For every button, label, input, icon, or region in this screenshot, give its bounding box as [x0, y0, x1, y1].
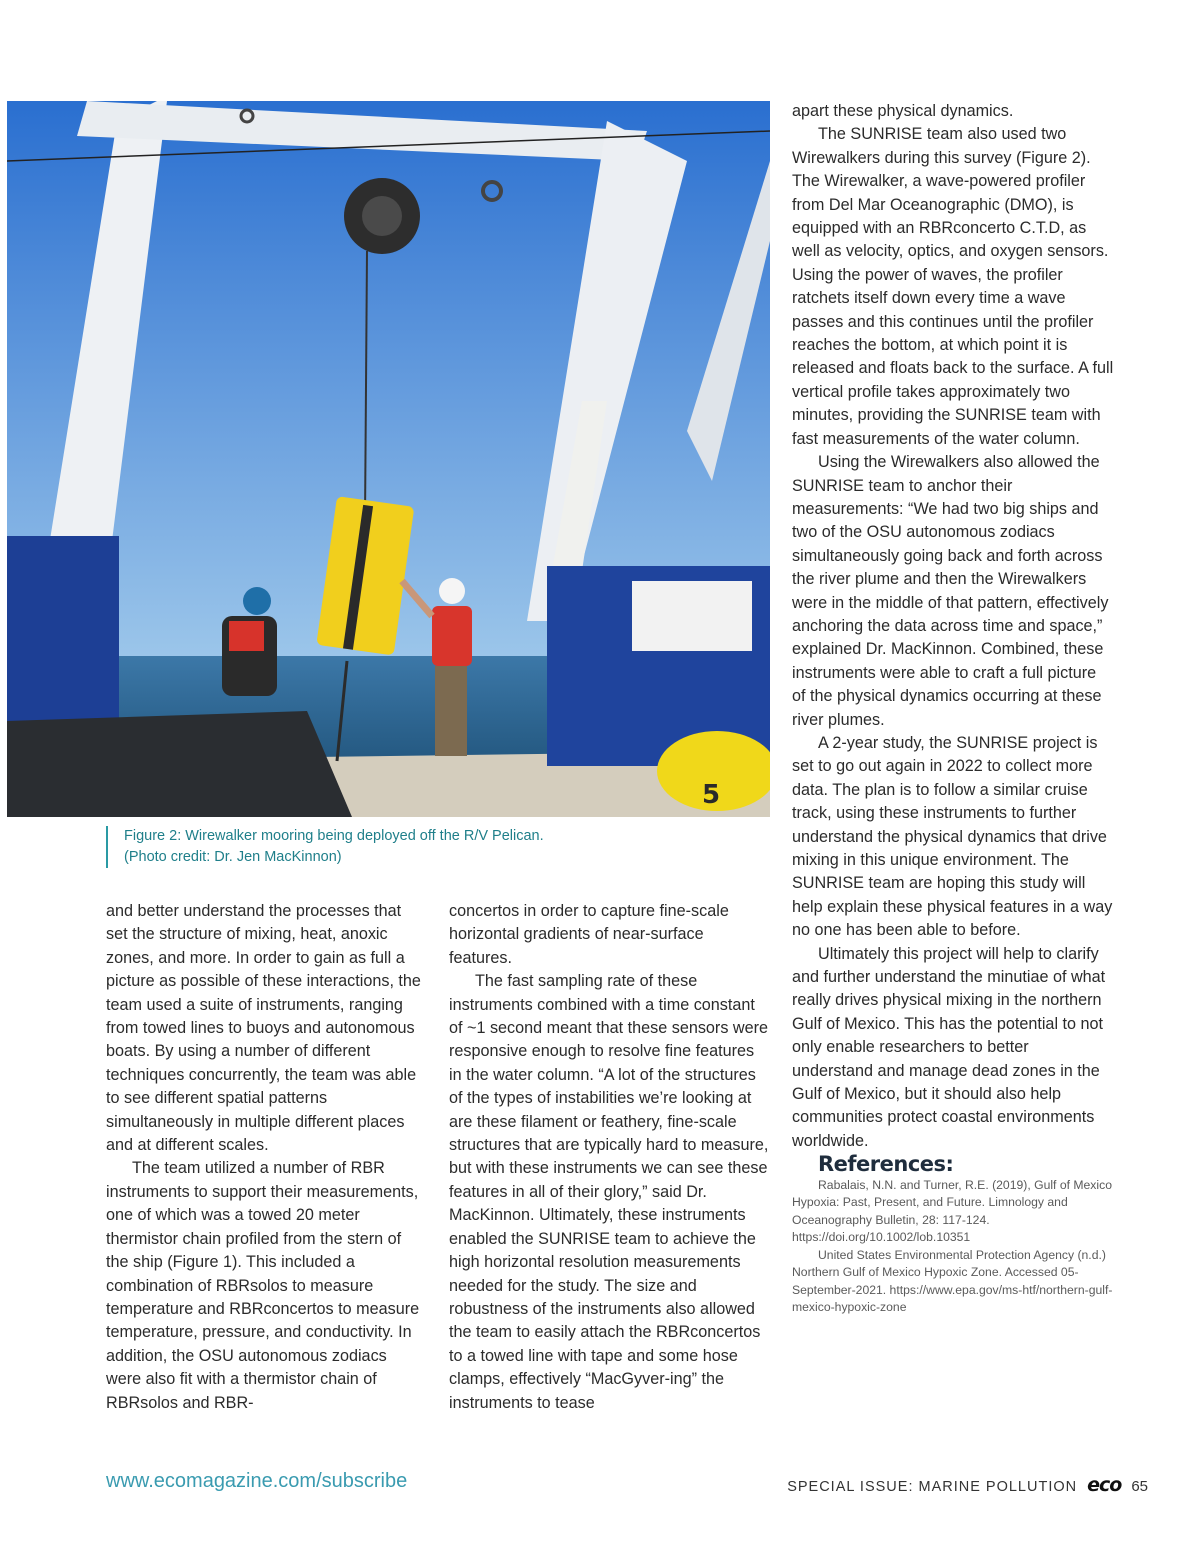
page-number: 65	[1131, 1478, 1148, 1495]
paragraph: A 2-year study, the SUNRISE project is set to go out again in 2022 to collect more data. The plan is to follow a similar cruise track, using these instruments to further understand the physical dynamics that drive mixing in this unique environment. The SUNRISE team are hoping this study will help explain these physical features in a way no one has been able to before.	[792, 733, 1113, 940]
paragraph: The team utilized a number of RBR instruments to support their measurements, one of which was a towed 20 meter thermistor chain profiled from the stern of the ship (Figure 1). This included a combination of RBRsolos to measure temperature and RBRconcertos to measure temperature, pressure, and conductivity. In addition, the OSU autonomous zodiacs were also fit with a thermistor chain of RBRsolos and RBR-	[106, 1159, 420, 1412]
paragraph: and better understand the processes that set the structure of mixing, heat, anoxic zones, and more. In order to gain as full a picture as possible of these interactions, the team used a suite of instruments, ranging from towed lines to buoys and autonomous boats. By using a number of different techniques concurrently, the team was able to see different spatial patterns simultaneously in multiple different places and at different scales.	[106, 902, 421, 1155]
figure-photo	[7, 101, 770, 817]
paragraph: apart these physical dynamics.	[792, 102, 1014, 120]
footer-issue-info	[787, 1474, 1148, 1496]
eco-logo: eco	[1087, 1474, 1122, 1496]
article-column-2	[449, 900, 771, 1415]
paragraph: concertos in order to capture fine-scale horizontal gradients of near-surface features.	[449, 902, 729, 967]
subscribe-link[interactable]: www.ecomagazine.com/subscribe	[106, 1470, 408, 1492]
crate	[7, 711, 352, 817]
reference-item: Rabalais, N.N. and Turner, R.E. (2019), Gulf of Mexico Hypoxia: Past, Present, and Future. Limnology and Oceanography Bulletin, 28: 117-124. https://doi.org/10.1002/lob.10351	[792, 1177, 1112, 1245]
article-column-1	[106, 900, 421, 1415]
paragraph: The fast sampling rate of these instruments combined with a time constant of ~1 second meant that these sensors were responsive enough to resolve fine features in the water column. “A lot of the structures of the types of instabilities we’re looking at are these filament or feathery, fine-scale structures that are typically hard to measure, but with these instruments we can see these features in all of their glory,” said Dr. MacKinnon. Ultimately, these instruments enabled the SUNRISE team to achieve the high horizontal resolution measurements needed for the study. The size and robustness of the instruments also allowed the team to easily attach the RBRconcertos to a towed line with tape and some hose clamps, effectively “MacGyver-ing” the instruments to tease	[449, 972, 769, 1412]
figure-caption: Figure 2: Wirewalker mooring being deployed off the R/V Pelican. (Photo credit: Dr. Jen MacKinnon)	[106, 826, 584, 868]
paragraph: The SUNRISE team also used two Wirewalkers during this survey (Figure 2). The Wirewalker, a wave-powered profiler from Del Mar Oceanographic (DMO), is equipped with an RBRconcerto C.T.D, as well as velocity, optics, and oxygen sensors. Using the power of waves, the profiler ratchets itself down every time a wave passes and this continues until the profiler reaches the bottom, at which point it is released and floats back to the surface. A full vertical profile takes approximately two minutes, providing the SUNRISE team with fast measurements of the water column.	[792, 125, 1114, 448]
article-column-3	[792, 100, 1114, 1317]
buoy-number: 5	[702, 780, 721, 810]
issue-title: SPECIAL ISSUE: MARINE POLLUTION	[787, 1479, 1078, 1495]
references-heading: References:	[818, 1152, 954, 1177]
paragraph: Using the Wirewalkers also allowed the SUNRISE team to anchor their measurements: “We had two big ships and two of the OSU autonomous zodiacs simultaneously going back and forth across the river plume and then the Wirewalkers were in the middle of that pattern, effectively anchoring the data across time and space,” explained Dr. MacKinnon. Combined, these instruments were able to craft a full picture of the physical dynamics occurring at these river plumes.	[792, 453, 1109, 729]
deck-scene-illustration	[7, 101, 770, 817]
reference-item: United States Environmental Protection Agency (n.d.) Northern Gulf of Mexico Hypoxic Zone. Accessed 05-September-2021. https://www.epa.gov/ms-htf/northern-gulf-mexico-hypoxic-zone	[792, 1247, 1113, 1315]
paragraph: Ultimately this project will help to clarify and further understand the minutiae of what really drives physical mixing in the northern Gulf of Mexico. This has the potential to not only enable researchers to better understand and manage dead zones in the Gulf of Mexico, but it should also help communities protect coastal environments worldwide.	[792, 944, 1106, 1150]
